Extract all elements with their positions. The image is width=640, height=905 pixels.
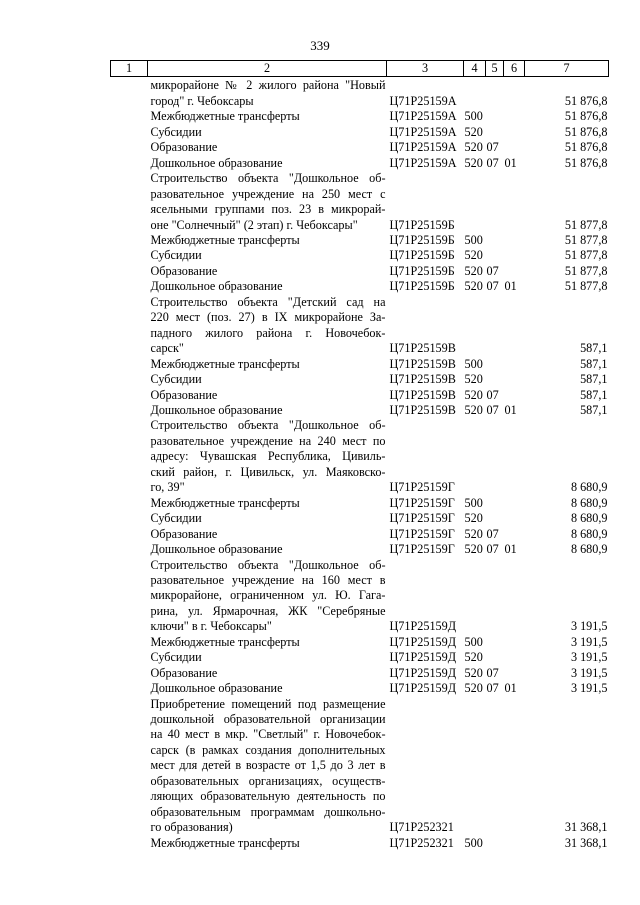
subsection-cell [504,264,525,279]
subsection-cell: 01 [504,542,517,557]
item-name-line: Образование [150,665,218,680]
amount-cell: 587,1 [580,387,608,402]
item-name-line: сарск (в рамках создания дополнительных [150,742,386,757]
amount-cell: 3 191,5 [570,665,608,680]
item-name-line: ский район, г. Цивильск, ул. Маяковско- [150,464,386,479]
table-row [111,697,609,836]
target-code-cell: Ц71Р25159Г [389,511,455,526]
expense-type-cell: 520 [464,124,483,139]
subsection-cell [504,357,525,372]
row-number-cell [111,125,148,140]
amount-cell: 587,1 [580,372,608,387]
table-row [111,542,609,557]
subsection-cell [504,650,525,665]
expense-type-cell: 520 [464,650,483,665]
section-cell [486,171,504,233]
row-number-cell [111,403,148,418]
subsection-cell [504,558,525,635]
subsection-cell: 01 [504,681,517,696]
subsection-cell [504,666,525,681]
table-row [111,140,609,155]
subsection-cell [504,697,525,836]
row-number-cell [111,233,148,248]
row-number-cell [111,418,148,495]
item-name-line: Строительство объекта "Дошкольное об- [150,557,386,572]
section-cell [486,496,504,511]
row-number-cell [111,248,148,263]
target-code-cell: Ц71Р25159Д [389,619,457,634]
table-row [111,558,609,635]
expense-type-cell [464,558,486,635]
section-cell [486,372,504,387]
expense-type-cell: 500 [464,634,483,649]
row-number-cell [111,511,148,526]
item-name-cell [148,666,387,681]
item-name-cell [148,403,387,418]
item-name-cell [148,527,387,542]
column-header: 7 [525,61,609,77]
subsection-cell [504,527,525,542]
table-row [111,248,609,263]
amount-cell: 587,1 [580,402,608,417]
item-name-line: микрорайоне № 2 жилого района "Новый [150,78,386,93]
table-row [111,125,609,140]
expense-type-cell [464,171,486,233]
subsection-cell [504,295,525,357]
item-name-cell [148,140,387,155]
item-name-line: Образование [150,387,218,402]
item-name-line: мест для детей в возрасте от 1,5 до 3 лет в [150,758,386,773]
section-cell: 07 [486,402,499,417]
amount-cell: 3 191,5 [570,650,608,665]
item-name-line: рина, ул. Ярмарочная, ЖК "Серебряные [150,603,386,618]
item-name-line: разовательное учреждение на 160 мест в [150,572,386,587]
subsection-cell: 01 [504,155,517,170]
item-name-line: Строительство объекта "Детский сад на [150,294,386,309]
amount-cell: 51 877,8 [564,248,608,263]
item-name-cell [148,558,387,635]
table-row [111,635,609,650]
expense-type-cell: 520 [464,140,483,155]
item-name-line: Образование [150,263,218,278]
table-row [111,836,609,851]
item-name-line: 220 мест (поз. 27) в IX микрорайоне За- [150,310,386,325]
section-cell: 07 [486,526,499,541]
target-code-cell: Ц71Р252321 [389,820,454,835]
target-code-cell: Ц71Р25159В [389,402,456,417]
table-row [111,279,609,294]
subsection-cell [504,109,525,124]
amount-cell: 31 368,1 [564,820,608,835]
table-row [111,403,609,418]
target-code-cell: Ц71Р25159Д [389,665,457,680]
table-row [111,418,609,495]
item-name-cell [148,836,387,851]
row-number-cell [111,109,148,124]
item-name-cell [148,388,387,403]
item-name-line: ключи" в г. Чебоксары" [150,619,272,634]
expense-type-cell [464,77,486,109]
item-name-cell [148,496,387,511]
subsection-cell [504,140,525,155]
amount-cell: 51 876,8 [564,140,608,155]
item-name-line: ясельными группами поз. 23 в микрорай- [150,202,386,217]
row-number-cell [111,650,148,665]
target-code-cell: Ц71Р25159Г [389,526,455,541]
item-name-line: на 40 мест в мкр. "Светлый" г. Новочебок- [150,727,386,742]
item-name-line: го, 39" [150,480,185,495]
subsection-cell [504,77,525,109]
subsection-cell [504,635,525,650]
section-cell [486,558,504,635]
subsection-cell [504,836,525,851]
item-name-line: го образования) [150,820,233,835]
item-name-line: Образование [150,140,218,155]
subsection-cell [504,496,525,511]
expense-type-cell: 520 [464,263,483,278]
row-number-cell [111,156,148,171]
item-name-line: Субсидии [150,511,202,526]
target-code-cell: Ц71Р25159Д [389,650,457,665]
amount-cell: 587,1 [580,341,608,356]
item-name-line: сарск" [150,341,184,356]
row-number-cell [111,388,148,403]
target-code-cell: Ц71Р25159В [389,387,456,402]
target-code-cell: Ц71Р25159В [389,372,456,387]
table-row [111,650,609,665]
item-name-line: адресу: Чувашская Республика, Цивиль- [150,449,386,464]
item-name-cell [148,357,387,372]
row-number-cell [111,372,148,387]
item-name-line: ляющих образовательную деятельность по [150,789,386,804]
table-row [111,372,609,387]
expense-type-cell: 500 [464,232,483,247]
table-row [111,109,609,124]
expense-type-cell [464,418,486,495]
expense-type-cell [464,697,486,836]
table-row [111,681,609,696]
row-number-cell [111,171,148,233]
target-code-cell: Ц71Р25159А [389,140,457,155]
item-name-cell [148,635,387,650]
section-cell [486,418,504,495]
target-code-cell: Ц71Р25159Б [389,248,455,263]
budget-table [110,60,609,851]
expense-type-cell: 520 [464,542,483,557]
item-name-line: Дошкольное образование [150,155,283,170]
target-code-cell: Ц71Р25159Г [389,480,455,495]
item-name-cell [148,542,387,557]
expense-type-cell: 520 [464,511,483,526]
item-name-line: Дошкольное образование [150,402,283,417]
subsection-cell [504,511,525,526]
item-name-cell [148,295,387,357]
section-cell [486,357,504,372]
item-name-cell [148,109,387,124]
amount-cell: 31 368,1 [564,835,608,850]
amount-cell: 8 680,9 [570,480,608,495]
row-number-cell [111,140,148,155]
subsection-cell: 01 [504,279,517,294]
row-number-cell [111,357,148,372]
item-name-line: Субсидии [150,124,202,139]
target-code-cell: Ц71Р25159Д [389,681,457,696]
target-code-cell: Ц71Р25159Б [389,217,455,232]
row-number-cell [111,666,148,681]
item-name-line: Дошкольное образование [150,681,283,696]
table-row [111,295,609,357]
item-name-line: Субсидии [150,650,202,665]
amount-cell: 3 191,5 [570,681,608,696]
subsection-cell [504,171,525,233]
row-number-cell [111,295,148,357]
subsection-cell [504,248,525,263]
row-number-cell [111,496,148,511]
row-number-cell [111,635,148,650]
expense-type-cell: 520 [464,526,483,541]
section-cell [486,77,504,109]
section-cell [486,836,504,851]
item-name-cell [148,125,387,140]
item-name-line: Межбюджетные трансферты [150,835,300,850]
column-header-row [111,61,609,77]
amount-cell: 51 877,8 [564,263,608,278]
item-name-line: падного жилого района г. Новочебок- [150,325,386,340]
section-cell: 07 [486,665,499,680]
expense-type-cell: 520 [464,279,483,294]
item-name-line: Межбюджетные трансферты [150,495,300,510]
target-code-cell: Ц71Р25159Б [389,279,455,294]
item-name-line: Межбюджетные трансферты [150,356,300,371]
expense-type-cell: 500 [464,835,483,850]
item-name-line: Строительство объекта "Дошкольное об- [150,171,386,186]
item-name-cell [148,77,387,109]
table-row [111,357,609,372]
section-cell [486,697,504,836]
amount-cell: 587,1 [580,356,608,371]
row-number-cell [111,527,148,542]
section-cell: 07 [486,279,499,294]
item-name-line: Межбюджетные трансферты [150,634,300,649]
amount-cell: 51 876,8 [564,109,608,124]
expense-type-cell: 500 [464,495,483,510]
target-code-cell: Ц71Р25159Г [389,495,455,510]
target-code-cell: Ц71Р25159Б [389,263,455,278]
section-cell [486,248,504,263]
row-number-cell [111,836,148,851]
row-number-cell [111,264,148,279]
section-cell: 07 [486,387,499,402]
table-row [111,388,609,403]
item-name-cell [148,697,387,836]
item-name-line: дошкольной образовательной организации [150,712,386,727]
target-code-cell: Ц71Р25159А [389,155,457,170]
table-row [111,666,609,681]
section-cell [486,650,504,665]
item-name-line: Субсидии [150,248,202,263]
target-code-cell: Ц71Р25159А [389,93,457,108]
amount-cell: 8 680,9 [570,511,608,526]
page-number: 339 [310,38,330,53]
subsection-cell [504,418,525,495]
item-name-cell [148,418,387,495]
amount-cell: 51 877,8 [564,217,608,232]
expense-type-cell: 520 [464,387,483,402]
item-name-cell [148,681,387,696]
subsection-cell [504,125,525,140]
section-cell [486,109,504,124]
column-header: 4 [464,61,486,77]
amount-cell: 8 680,9 [570,542,608,557]
column-header: 6 [504,61,525,77]
target-code-cell: Ц71Р25159Б [389,232,455,247]
item-name-line: разовательное учреждение на 240 мест по [150,433,386,448]
target-code-cell: Ц71Р25159Г [389,542,455,557]
item-name-line: Межбюджетные трансферты [150,109,300,124]
item-name-line: Субсидии [150,372,202,387]
item-name-line: Образование [150,526,218,541]
item-name-line: микрорайоне, ограниченном ул. Ю. Гага- [150,588,386,603]
section-cell: 07 [486,140,499,155]
amount-cell: 51 877,8 [564,279,608,294]
item-name-line: Дошкольное образование [150,542,283,557]
expense-type-cell: 500 [464,356,483,371]
expense-type-cell: 520 [464,665,483,680]
amount-cell: 3 191,5 [570,619,608,634]
subsection-cell: 01 [504,402,517,417]
section-cell: 07 [486,155,499,170]
item-name-cell [148,233,387,248]
subsection-cell [504,233,525,248]
table-row [111,233,609,248]
item-name-cell [148,264,387,279]
item-name-line: образовательным программам дошкольно- [150,804,386,819]
row-number-cell [111,697,148,836]
item-name-cell [148,372,387,387]
expense-type-cell: 520 [464,402,483,417]
amount-cell: 51 876,8 [564,124,608,139]
expense-type-cell [464,295,486,357]
amount-cell: 51 876,8 [564,155,608,170]
item-name-line: город" г. Чебоксары [150,93,254,108]
row-number-cell [111,542,148,557]
item-name-line: оне "Солнечный" (2 этап) г. Чебоксары" [150,217,358,232]
amount-cell: 8 680,9 [570,495,608,510]
target-code-cell: Ц71Р25159В [389,356,456,371]
expense-type-cell: 520 [464,248,483,263]
column-header: 2 [148,61,387,77]
section-cell [486,511,504,526]
expense-type-cell: 520 [464,372,483,387]
subsection-cell [504,372,525,387]
section-cell: 07 [486,263,499,278]
table-row [111,77,609,109]
amount-cell: 51 877,8 [564,232,608,247]
column-header: 5 [486,61,504,77]
item-name-line: Строительство объекта "Дошкольное об- [150,418,386,433]
table-row [111,496,609,511]
column-header: 3 [387,61,464,77]
column-header: 1 [111,61,148,77]
table-row [111,527,609,542]
expense-type-cell: 520 [464,681,483,696]
target-code-cell: Ц71Р25159А [389,109,457,124]
section-cell [486,635,504,650]
table-row [111,511,609,526]
item-name-cell [148,279,387,294]
item-name-cell [148,650,387,665]
amount-cell: 8 680,9 [570,526,608,541]
target-code-cell: Ц71Р25159В [389,341,456,356]
section-cell: 07 [486,542,499,557]
item-name-line: Приобретение помещений под размещение [150,696,386,711]
section-cell [486,233,504,248]
item-name-line: образовательных организациях, осуществ- [150,773,386,788]
amount-cell: 3 191,5 [570,634,608,649]
section-cell: 07 [486,681,499,696]
expense-type-cell: 500 [464,109,483,124]
amount-cell: 51 876,8 [564,93,608,108]
target-code-cell: Ц71Р252321 [389,835,454,850]
expense-type-cell: 520 [464,155,483,170]
row-number-cell [111,681,148,696]
target-code-cell: Ц71Р25159Д [389,634,457,649]
target-code-cell: Ц71Р25159А [389,124,457,139]
item-name-line: Дошкольное образование [150,279,283,294]
row-number-cell [111,558,148,635]
table-row [111,171,609,233]
item-name-cell [148,248,387,263]
section-cell [486,125,504,140]
section-cell [486,295,504,357]
table-body [111,77,609,851]
item-name-cell [148,511,387,526]
item-name-cell [148,156,387,171]
table-row [111,156,609,171]
row-number-cell [111,77,148,109]
item-name-cell [148,171,387,233]
table-row [111,264,609,279]
item-name-line: Межбюджетные трансферты [150,232,300,247]
item-name-line: разовательное учреждение на 250 мест с [150,186,386,201]
subsection-cell [504,388,525,403]
row-number-cell [111,279,148,294]
